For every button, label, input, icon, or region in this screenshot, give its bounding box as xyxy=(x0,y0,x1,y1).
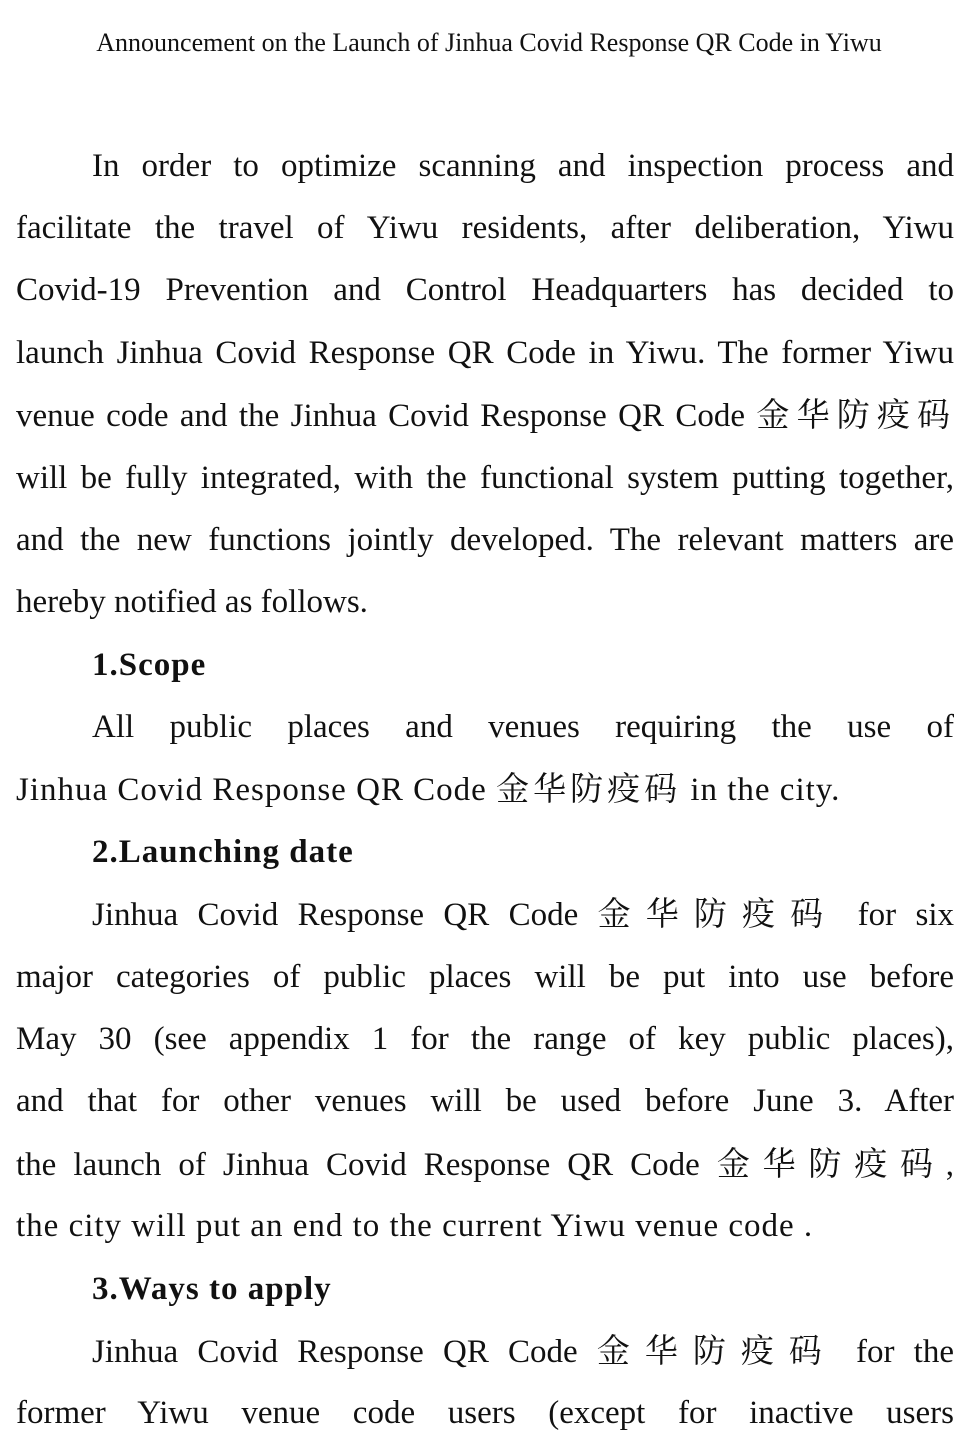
launching-line-6: the city will put an end to the current Yiwu venue code . xyxy=(16,1208,814,1244)
launching-line-1: Jinhua Covid Response QR Code 金华防疫码 for six xyxy=(92,894,954,933)
intro-line-5: venue code and the Jinhua Covid Response QR Code 金华防疫码 xyxy=(16,395,954,434)
intro-line-7: and the new functions jointly developed. The relevant matters are xyxy=(16,522,954,558)
apply-line-2: former Yiwu venue code users (except for inactive users xyxy=(16,1395,954,1431)
intro-line-8: hereby notified as follows. xyxy=(16,584,368,620)
launching-line-3: May 30 (see appendix 1 for the range of key public places), xyxy=(16,1021,954,1057)
chinese-code-name: 金华防疫码 xyxy=(496,769,682,808)
section-heading-scope: 1.Scope xyxy=(92,647,207,683)
section-heading-ways-to-apply: 3.Ways to apply xyxy=(92,1271,332,1307)
chinese-code-name: 金华防疫码 xyxy=(596,1331,837,1370)
chinese-code-name: 金华防疫码 xyxy=(597,894,839,933)
intro-line-2: facilitate the travel of Yiwu residents, after deliberation, Yiwu xyxy=(16,210,954,246)
section-heading-launching-date: 2.Launching date xyxy=(92,834,354,870)
intro-line-3: Covid-19 Prevention and Control Headquarters has decided to xyxy=(16,272,954,308)
chinese-code-name: 金华防疫码 xyxy=(716,1144,946,1183)
intro-line-4: launch Jinhua Covid Response QR Code in Yiwu. The former Yiwu xyxy=(16,335,954,371)
apply-line-1: Jinhua Covid Response QR Code 金华防疫码 for the xyxy=(92,1331,954,1370)
launching-line-5: the launch of Jinhua Covid Response QR Code 金华防疫码, xyxy=(16,1144,954,1183)
launching-line-2: major categories of public places will be put into use before xyxy=(16,959,954,995)
scope-line-2: Jinhua Covid Response QR Code 金华防疫码 in the city. xyxy=(16,769,841,808)
scope-line-1: All public places and venues requiring the use of xyxy=(92,709,954,745)
intro-line-6: will be fully integrated, with the functional system putting together, xyxy=(16,460,954,496)
document-title: Announcement on the Launch of Jinhua Covid Response QR Code in Yiwu xyxy=(96,28,882,57)
intro-line-1: In order to optimize scanning and inspection process and xyxy=(92,148,954,184)
chinese-code-name: 金华防疫码 xyxy=(756,395,954,434)
launching-line-4: and that for other venues will be used before June 3. After xyxy=(16,1083,954,1119)
